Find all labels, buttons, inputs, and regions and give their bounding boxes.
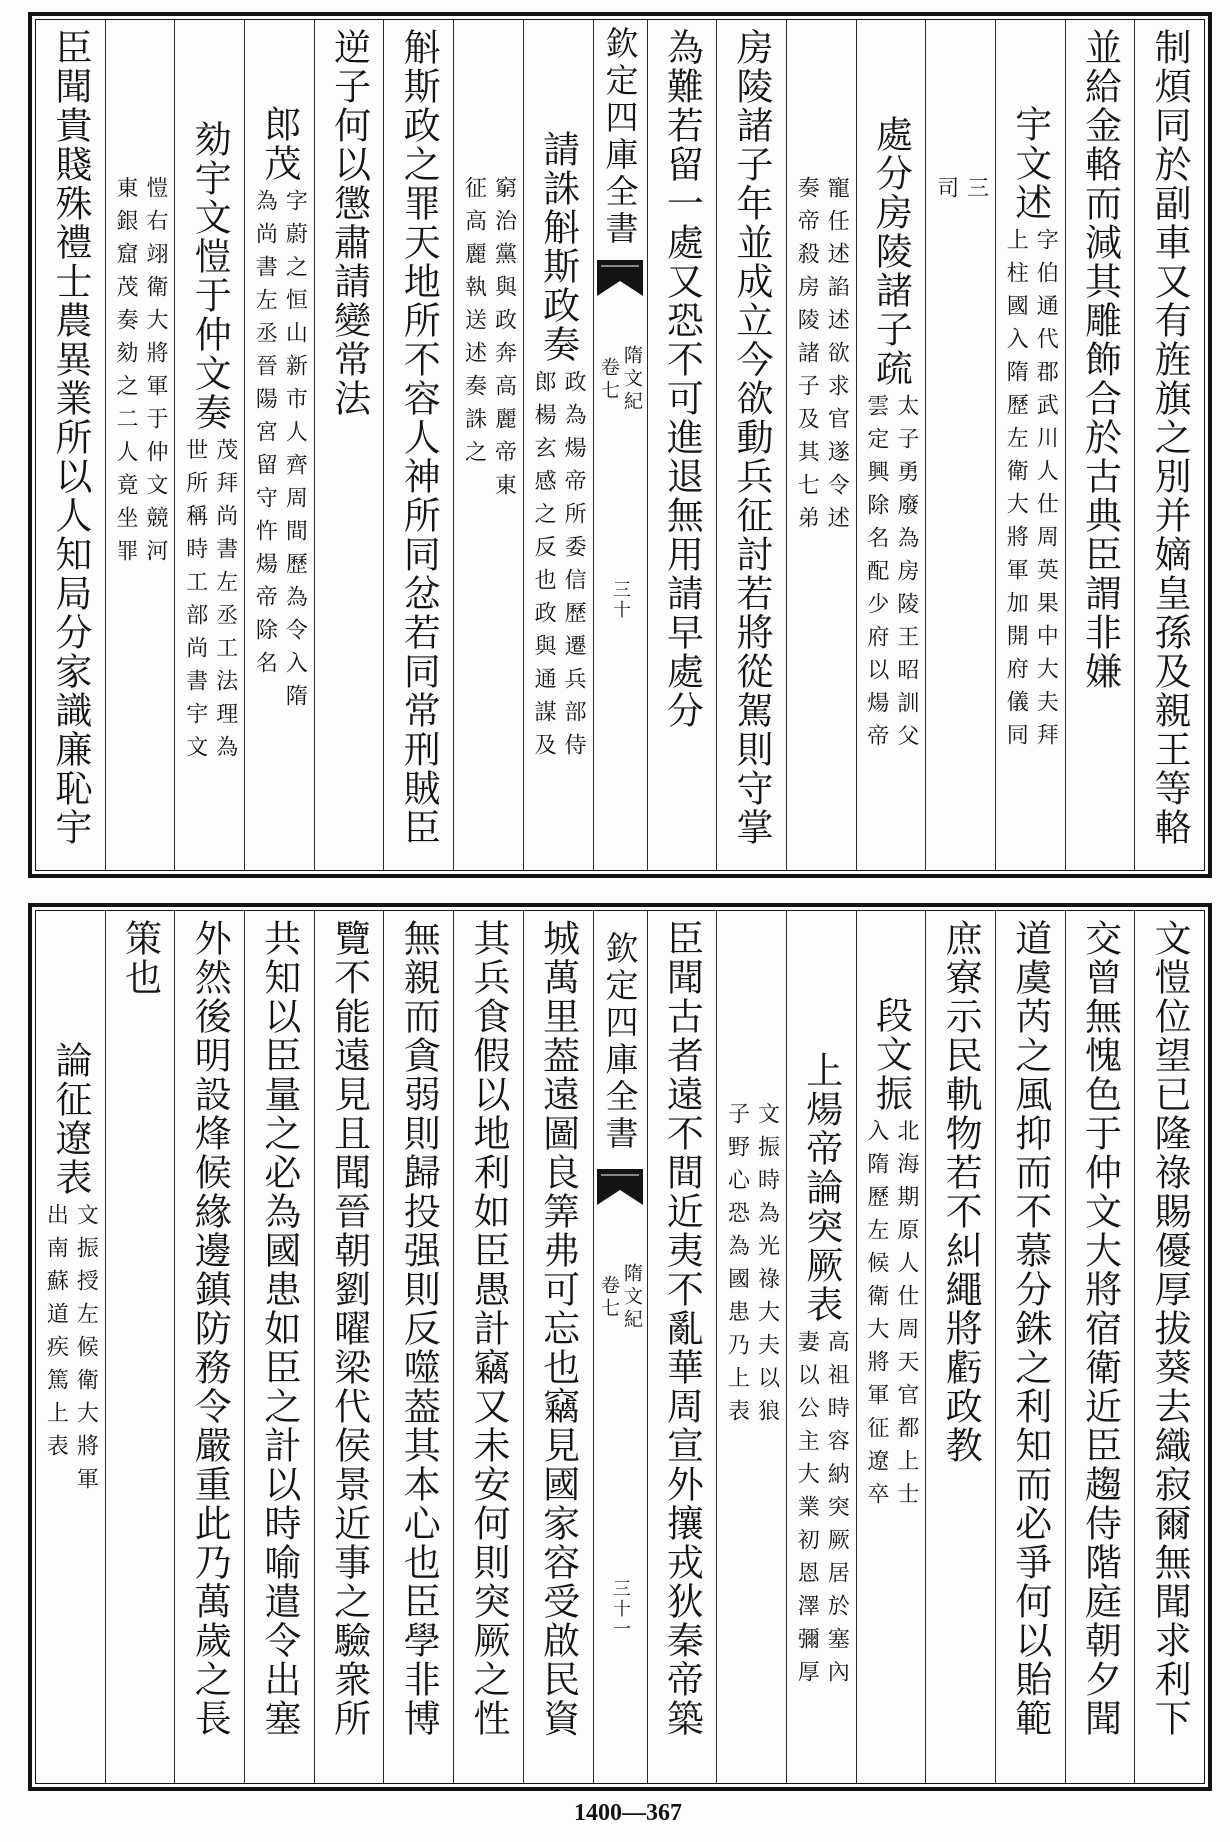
annotation-line: 東銀窟茂奏劾之二人竟坐罪 xyxy=(113,176,139,572)
text-column xyxy=(1134,20,1204,870)
text-column xyxy=(1134,911,1204,1783)
text-column xyxy=(36,911,105,1783)
text-column xyxy=(244,20,314,870)
entry-heading: 劾宇文愷于仲文奏 xyxy=(188,120,232,432)
annotation-line: 字伯通代郡武川人仕周英果中大夫拜 xyxy=(1033,228,1059,756)
text-column xyxy=(786,911,856,1783)
annotation-line: 政為煬帝所委信歷遷兵部侍 xyxy=(561,370,587,766)
text-column xyxy=(174,20,244,870)
text-column xyxy=(453,911,523,1783)
main-text: 文愷位望已隆祿賜優厚拔葵去織寂爾無聞求利下 xyxy=(1148,919,1192,1738)
text-column xyxy=(244,911,314,1783)
entry-heading: 宇文述 xyxy=(1008,105,1052,222)
main-text: 交曾無愧色于仲文大將宿衛近臣趨侍階庭朝夕聞 xyxy=(1078,919,1122,1738)
annotation-line: 入隋歷左候衛大將軍征遼卒 xyxy=(863,1119,889,1515)
annotation-line: 文振時為光祿大夫以狼 xyxy=(754,1102,780,1432)
text-column xyxy=(716,20,786,870)
text-column xyxy=(647,20,717,870)
text-column xyxy=(925,20,995,870)
annotation-line: 出南蘇道疾篤上表 xyxy=(43,1203,69,1467)
main-text: 房陵諸子年並成立今欲動兵征討若將從駕則守掌 xyxy=(730,28,774,847)
annotation-line: 三 xyxy=(963,176,989,209)
entry-heading: 段文振 xyxy=(869,996,913,1113)
double-line-annotation xyxy=(865,1119,917,1515)
main-text: 臣聞貴賤殊禮士農異業所以人知局分家識廉恥宇 xyxy=(48,28,92,847)
text-column xyxy=(453,20,523,870)
text-column xyxy=(856,911,926,1783)
entry-heading: 請誅斛斯政奏 xyxy=(536,130,580,364)
text-column xyxy=(105,911,175,1783)
text-column xyxy=(314,911,384,1783)
book-title: 欽定四庫全書 xyxy=(600,26,640,248)
annotation-line: 窮治黨與政奔高麗帝東 xyxy=(491,176,517,506)
double-line-annotation xyxy=(184,438,236,768)
text-column xyxy=(36,20,105,870)
text-column xyxy=(105,20,175,870)
main-text: 覽不能遠見且聞晉朝劉曜梁代侯景近事之驗衆所 xyxy=(327,919,371,1738)
center-fold xyxy=(593,20,647,870)
main-text: 共知以臣量之必為國患如臣之計以時喻遣令出塞 xyxy=(257,919,301,1738)
bottom-page-panel xyxy=(28,903,1212,1791)
double-line-annotation xyxy=(43,1203,99,1500)
annotation-line: 子野心恐為國患乃上表 xyxy=(724,1102,750,1432)
annotation-line: 雲定興除名配少府以煬帝 xyxy=(863,394,889,757)
main-text: 其兵食假以地利如臣愚計竊又未安何則突厥之性 xyxy=(466,919,510,1738)
double-line-annotation xyxy=(794,176,850,539)
annotation-line: 茂拜尚書左丞工法理為 xyxy=(212,438,238,768)
page-code: 1400—367 xyxy=(574,1800,682,1826)
fold-book-name: 隋文紀 xyxy=(621,345,643,414)
page-frame xyxy=(35,19,1205,871)
main-text: 庶寮示民軌物若不糾繩將虧政教 xyxy=(939,919,983,1465)
annotation-line: 太子勇廢為房陵王昭訓父 xyxy=(893,394,919,757)
double-line-annotation xyxy=(531,370,587,766)
double-line-annotation xyxy=(726,1102,778,1432)
fold-book-name: 隋文紀 xyxy=(621,1263,643,1332)
entry-heading: 論征遼表 xyxy=(48,1041,92,1197)
main-text: 斛斯政之罪天地所不容人神所同忿若同常刑賊臣 xyxy=(397,28,441,847)
double-line-annotation xyxy=(461,176,517,506)
double-line-annotation xyxy=(935,176,987,209)
annotation-line: 上柱國入隋歷左衛大將軍加開府儀同 xyxy=(1003,228,1029,756)
main-text: 外然後明設烽候緣邊鎮防務令嚴重此乃萬歲之長 xyxy=(188,919,232,1738)
annotation-line: 為尚書左丞晉陽宮留守忤煬帝除名 xyxy=(252,189,278,684)
annotation-line: 郎楊玄感之反也政與通謀及 xyxy=(531,370,557,766)
text-column xyxy=(1065,911,1135,1783)
entry-heading: 郎茂 xyxy=(257,105,301,183)
text-column xyxy=(383,20,453,870)
book-title: 欽定四庫全書 xyxy=(600,931,640,1153)
main-text: 城萬里葢遠圖良筭弗可忘也竊見國家容受啟民資 xyxy=(536,919,580,1738)
main-text: 臣聞古者遠不間近夷不亂華周宣外攘戎狄秦帝築 xyxy=(660,919,704,1738)
fishtail-ornament xyxy=(594,1169,647,1205)
annotation-line: 高祖時容納突厥居於塞內 xyxy=(824,1330,850,1693)
text-column xyxy=(995,20,1065,870)
top-page-panel xyxy=(28,12,1212,878)
main-text: 無親而貪弱則歸投强則反噬葢其本心也臣學非博 xyxy=(397,919,441,1738)
fold-volume: 卷七 xyxy=(598,1275,620,1321)
text-column xyxy=(383,911,453,1783)
annotation-line: 妻以公主大業初恩澤彌厚 xyxy=(794,1330,820,1693)
annotation-line: 文振授左候衛大將軍 xyxy=(73,1203,99,1500)
annotation-line: 字蔚之恒山新市人齊周間歷為令入隋 xyxy=(282,189,308,717)
text-column xyxy=(786,20,856,870)
annotation-line: 司 xyxy=(933,176,959,209)
double-line-annotation xyxy=(794,1330,850,1693)
column-grid xyxy=(36,911,1204,1783)
text-column xyxy=(856,20,926,870)
column-grid xyxy=(36,20,1204,870)
double-line-annotation xyxy=(1003,228,1059,756)
text-column xyxy=(523,20,593,870)
text-column xyxy=(314,20,384,870)
main-text: 制煩同於副車又有旌旗之別并嫡皇孫及親王等輅 xyxy=(1148,28,1192,847)
entry-heading: 上煬帝論突厥表 xyxy=(799,1051,843,1324)
main-text: 策也 xyxy=(118,919,162,997)
text-column xyxy=(174,911,244,1783)
double-line-annotation xyxy=(252,189,308,717)
double-line-annotation xyxy=(865,394,917,757)
annotation-line: 寵任述諂述欲求官遂令述 xyxy=(824,176,850,539)
page-frame xyxy=(35,910,1205,1784)
double-line-annotation xyxy=(113,176,169,572)
annotation-line: 北海期原人仕周天官都上士 xyxy=(893,1119,919,1515)
entry-heading: 處分房陵諸子疏 xyxy=(869,115,913,388)
fishtail-ornament xyxy=(594,260,647,296)
center-fold xyxy=(593,911,647,1783)
text-column xyxy=(1065,20,1135,870)
text-column xyxy=(647,911,717,1783)
text-column xyxy=(716,911,786,1783)
main-text: 為難若留一處又恐不可進退無用請早處分 xyxy=(660,28,704,730)
main-text: 逆子何以懲肅請變常法 xyxy=(327,28,371,418)
main-text: 道虞芮之風抑而不慕分銖之利知而必爭何以貽範 xyxy=(1008,919,1052,1738)
fold-page-number: 三十一 xyxy=(610,1579,631,1639)
text-column xyxy=(925,911,995,1783)
fold-volume: 卷七 xyxy=(598,357,620,403)
text-column xyxy=(995,911,1065,1783)
text-column xyxy=(523,911,593,1783)
annotation-line: 征高麗執送述奏誅之 xyxy=(461,176,487,473)
annotation-line: 世所稱時工部尚書宇文 xyxy=(182,438,208,768)
annotation-line: 愷右翊衛大將軍于仲文競河 xyxy=(143,176,169,572)
annotation-line: 奏帝殺房陵諸子及其七弟 xyxy=(794,176,820,539)
fold-page-number: 三十 xyxy=(610,580,631,620)
main-text: 並給金輅而減其雕飾合於古典臣謂非嫌 xyxy=(1078,28,1122,691)
